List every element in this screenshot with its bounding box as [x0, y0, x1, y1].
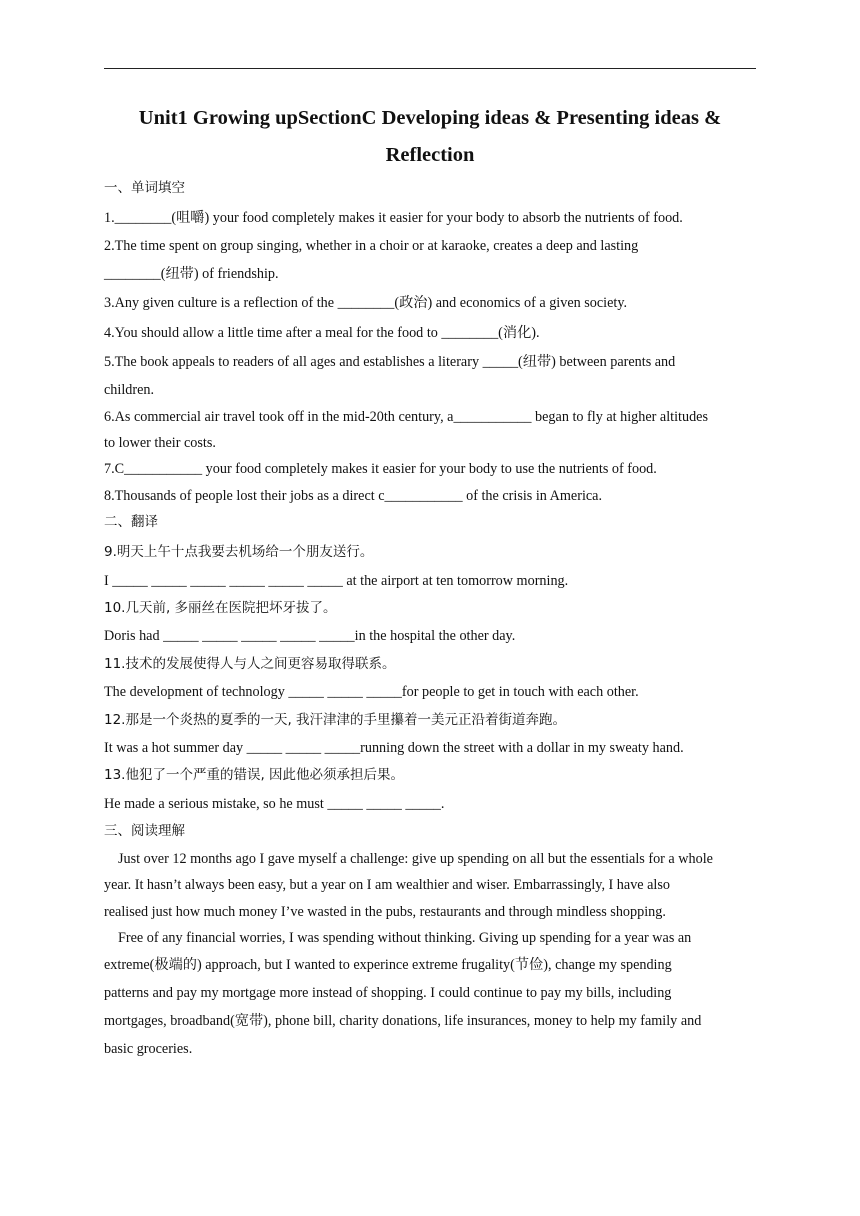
title-line-2: Reflection	[385, 144, 475, 166]
passage-line: realised just how much money I’ve wasted in the pubs, restaurants and through mindless shopping.	[104, 904, 666, 920]
passage-line: mortgages, broadband(宽带), phone bill, charity donations, life insurances, money to help my family and	[104, 1013, 702, 1029]
header-rule	[104, 68, 756, 69]
title-line-1: Unit1 Growing upSectionC Developing ideas & Presenting ideas &	[138, 107, 722, 129]
passage-line: patterns and pay my mortgage more instead of shopping. I could continue to pay my bills, including	[104, 985, 672, 1001]
translation-answer: He made a serious mistake, so he must _____ _____ _____.	[104, 796, 445, 812]
translation-answer: I _____ _____ _____ _____ _____ _____ at the airport at ten tomorrow morning.	[104, 573, 569, 589]
section-heading: 一、单词填空	[104, 180, 185, 196]
exercise-line: 5.The book appeals to readers of all ages and establishes a literary _____(纽带) between parents and	[104, 354, 676, 370]
exercise-line: 1.________(咀嚼) your food completely makes it easier for your body to absorb the nutrients of food.	[104, 210, 683, 226]
exercise-line: ________(纽带) of friendship.	[104, 266, 279, 282]
translation-answer: Doris had _____ _____ _____ _____ _____in the hospital the other day.	[104, 628, 516, 644]
exercise-line: 6.As commercial air travel took off in the mid-20th century, a___________ began to fly at higher altitudes	[104, 409, 708, 425]
translation-prompt: 10.几天前, 多丽丝在医院把坏牙拔了。	[104, 600, 337, 616]
translation-prompt: 11.技术的发展使得人与人之间更容易取得联系。	[104, 656, 396, 672]
exercise-line: children.	[104, 382, 155, 398]
document-title	[104, 100, 756, 174]
exercise-line: to lower their costs.	[104, 435, 216, 451]
passage-line: basic groceries.	[104, 1041, 193, 1057]
translation-answer: The development of technology _____ _____ _____for people to get in touch with each other.	[104, 684, 639, 700]
exercise-line: 4.You should allow a little time after a meal for the food to ________(消化).	[104, 325, 540, 341]
passage-line: extreme(极端的) approach, but I wanted to experince extreme frugality(节俭), change my spending	[104, 957, 672, 973]
passage-line: year. It hasn’t always been easy, but a year on I am wealthier and wiser. Embarrassingly, I have also	[104, 877, 670, 893]
exercise-line: 8.Thousands of people lost their jobs as a direct c___________ of the crisis in America.	[104, 488, 603, 504]
translation-prompt: 13.他犯了一个严重的错误, 因此他必须承担后果。	[104, 767, 405, 783]
exercise-line: 3.Any given culture is a reflection of the ________(政治) and economics of a given society.	[104, 295, 628, 311]
translation-answer: It was a hot summer day _____ _____ _____running down the street with a dollar in my sweaty hand.	[104, 740, 684, 756]
translation-prompt: 12.那是一个炎热的夏季的一天, 我汗津津的手里攥着一美元正沿着街道奔跑。	[104, 712, 567, 728]
passage-line: Just over 12 months ago I gave myself a challenge: give up spending on all but the essentials for a whole	[118, 851, 713, 867]
translation-prompt: 9.明天上午十点我要去机场给一个朋友送行。	[104, 544, 374, 560]
section-heading: 二、翻译	[104, 514, 158, 530]
section-heading: 三、阅读理解	[104, 823, 185, 839]
passage-line: Free of any financial worries, I was spending without thinking. Giving up spending for a year was an	[118, 930, 692, 946]
exercise-line: 2.The time spent on group singing, whether in a choir or at karaoke, creates a deep and lasting	[104, 238, 639, 254]
exercise-line: 7.C___________ your food completely makes it easier for your body to use the nutrients of food.	[104, 461, 657, 477]
